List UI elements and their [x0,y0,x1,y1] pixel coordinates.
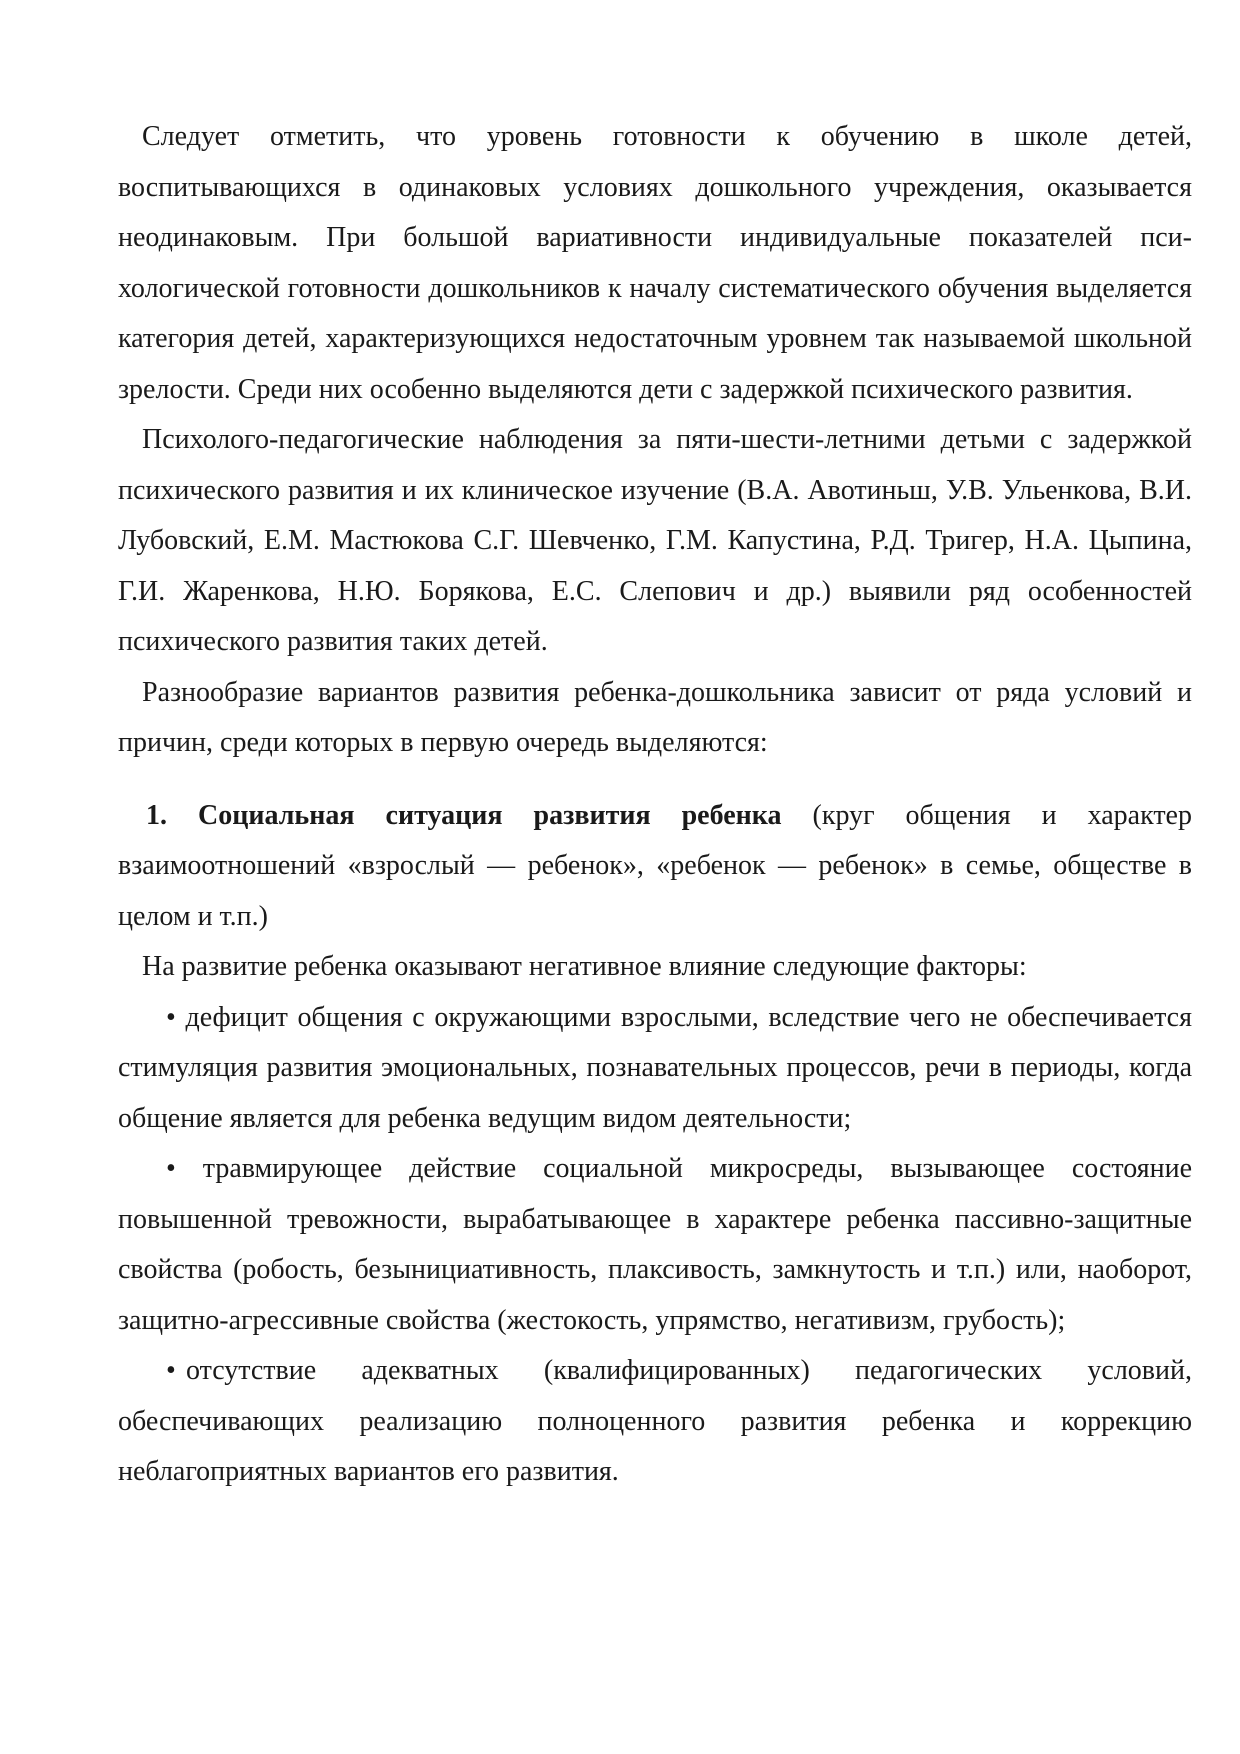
list-item-heading: 1. Социальная ситуация развития ребенка [146,799,782,831]
list-item-social-situation [118,791,1192,943]
document-page [118,112,1192,1498]
paragraph-development-variants: Разнообразие вариантов развития ребенка-дошкольника зависит от ряда условий и причин, среди которых в первую очередь выделяются: [118,676,1192,758]
paragraph-observations: Психолого-педагогические наблюдения за пяти-шести-летними детьми с задержкой психического развития и их клиническое изучение (В.А. Авотиньш, У.В. Ульенкова, В.И. Лубовский, Е.М. Мастюкова С.Г. Шевченко, Г.М. Капустина, Р.Д. Тригер, Н.А. Цыпина, Г.И. Жаренкова, Н.Ю. Борякова, Е.С. Слепович и др.) выявили ряд особенностей психического развития таких детей. [118,424,1192,657]
bullet-text: травмирующее действие социальной микросреды, вызывающее состояние повышенной тревожности, вырабатывающее в характере ребенка пассивно-защитные свойства (робость, безынициативность, плаксивость, замкнутость и т.п.) или, наоборот, защитно-агрессивные свойства (жестокость, упрямство, негативизм, грубость); [118,1153,1192,1336]
paragraph-school-readiness: Следует отметить, что уровень готовности к обучению в школе детей, воспитывающихся в одинаковых условиях дошкольного учреждения, оказывается неодинаковым. При большой вариативности индивидуальные показателей психологической готовности дошкольников к началу систематического обучения выделяется категория детей, характеризующихся недостаточным уровнем так называемой школьной зрелости. Среди них особенно выделяются дети с задержкой психического развития. [118,121,1192,405]
paragraph-negative-factors: На развитие ребенка оказывают негативное влияние следующие факторы: [142,951,1027,982]
bullet-text: дефицит общения с окружающими взрослыми, вследствие чего не обеспечивается стимуляция развития эмоциональных, познавательных процессов, речи в периоды, когда общение является для ребенка ведущим видом деятельности; [118,1001,1192,1134]
bullet-item [118,1346,1192,1498]
bullet-icon: • [166,1001,176,1033]
bullet-text: отсутствие адекватных (квалифицированных) педагогических условий, обеспечивающих реализацию полноценного развития ребенка и коррекцию неблагоприятных вариантов его развития. [118,1355,1192,1487]
bullet-item [118,1144,1192,1346]
bullet-icon: • [166,1355,176,1386]
bullet-item [118,993,1192,1145]
bullet-icon: • [166,1153,176,1184]
list-item-text: (круг общения и характер взаимоотношений «взрослый — ребенок», «ребенок — ребенок» в семье, обществе в целом и т.п.) [118,799,1192,932]
